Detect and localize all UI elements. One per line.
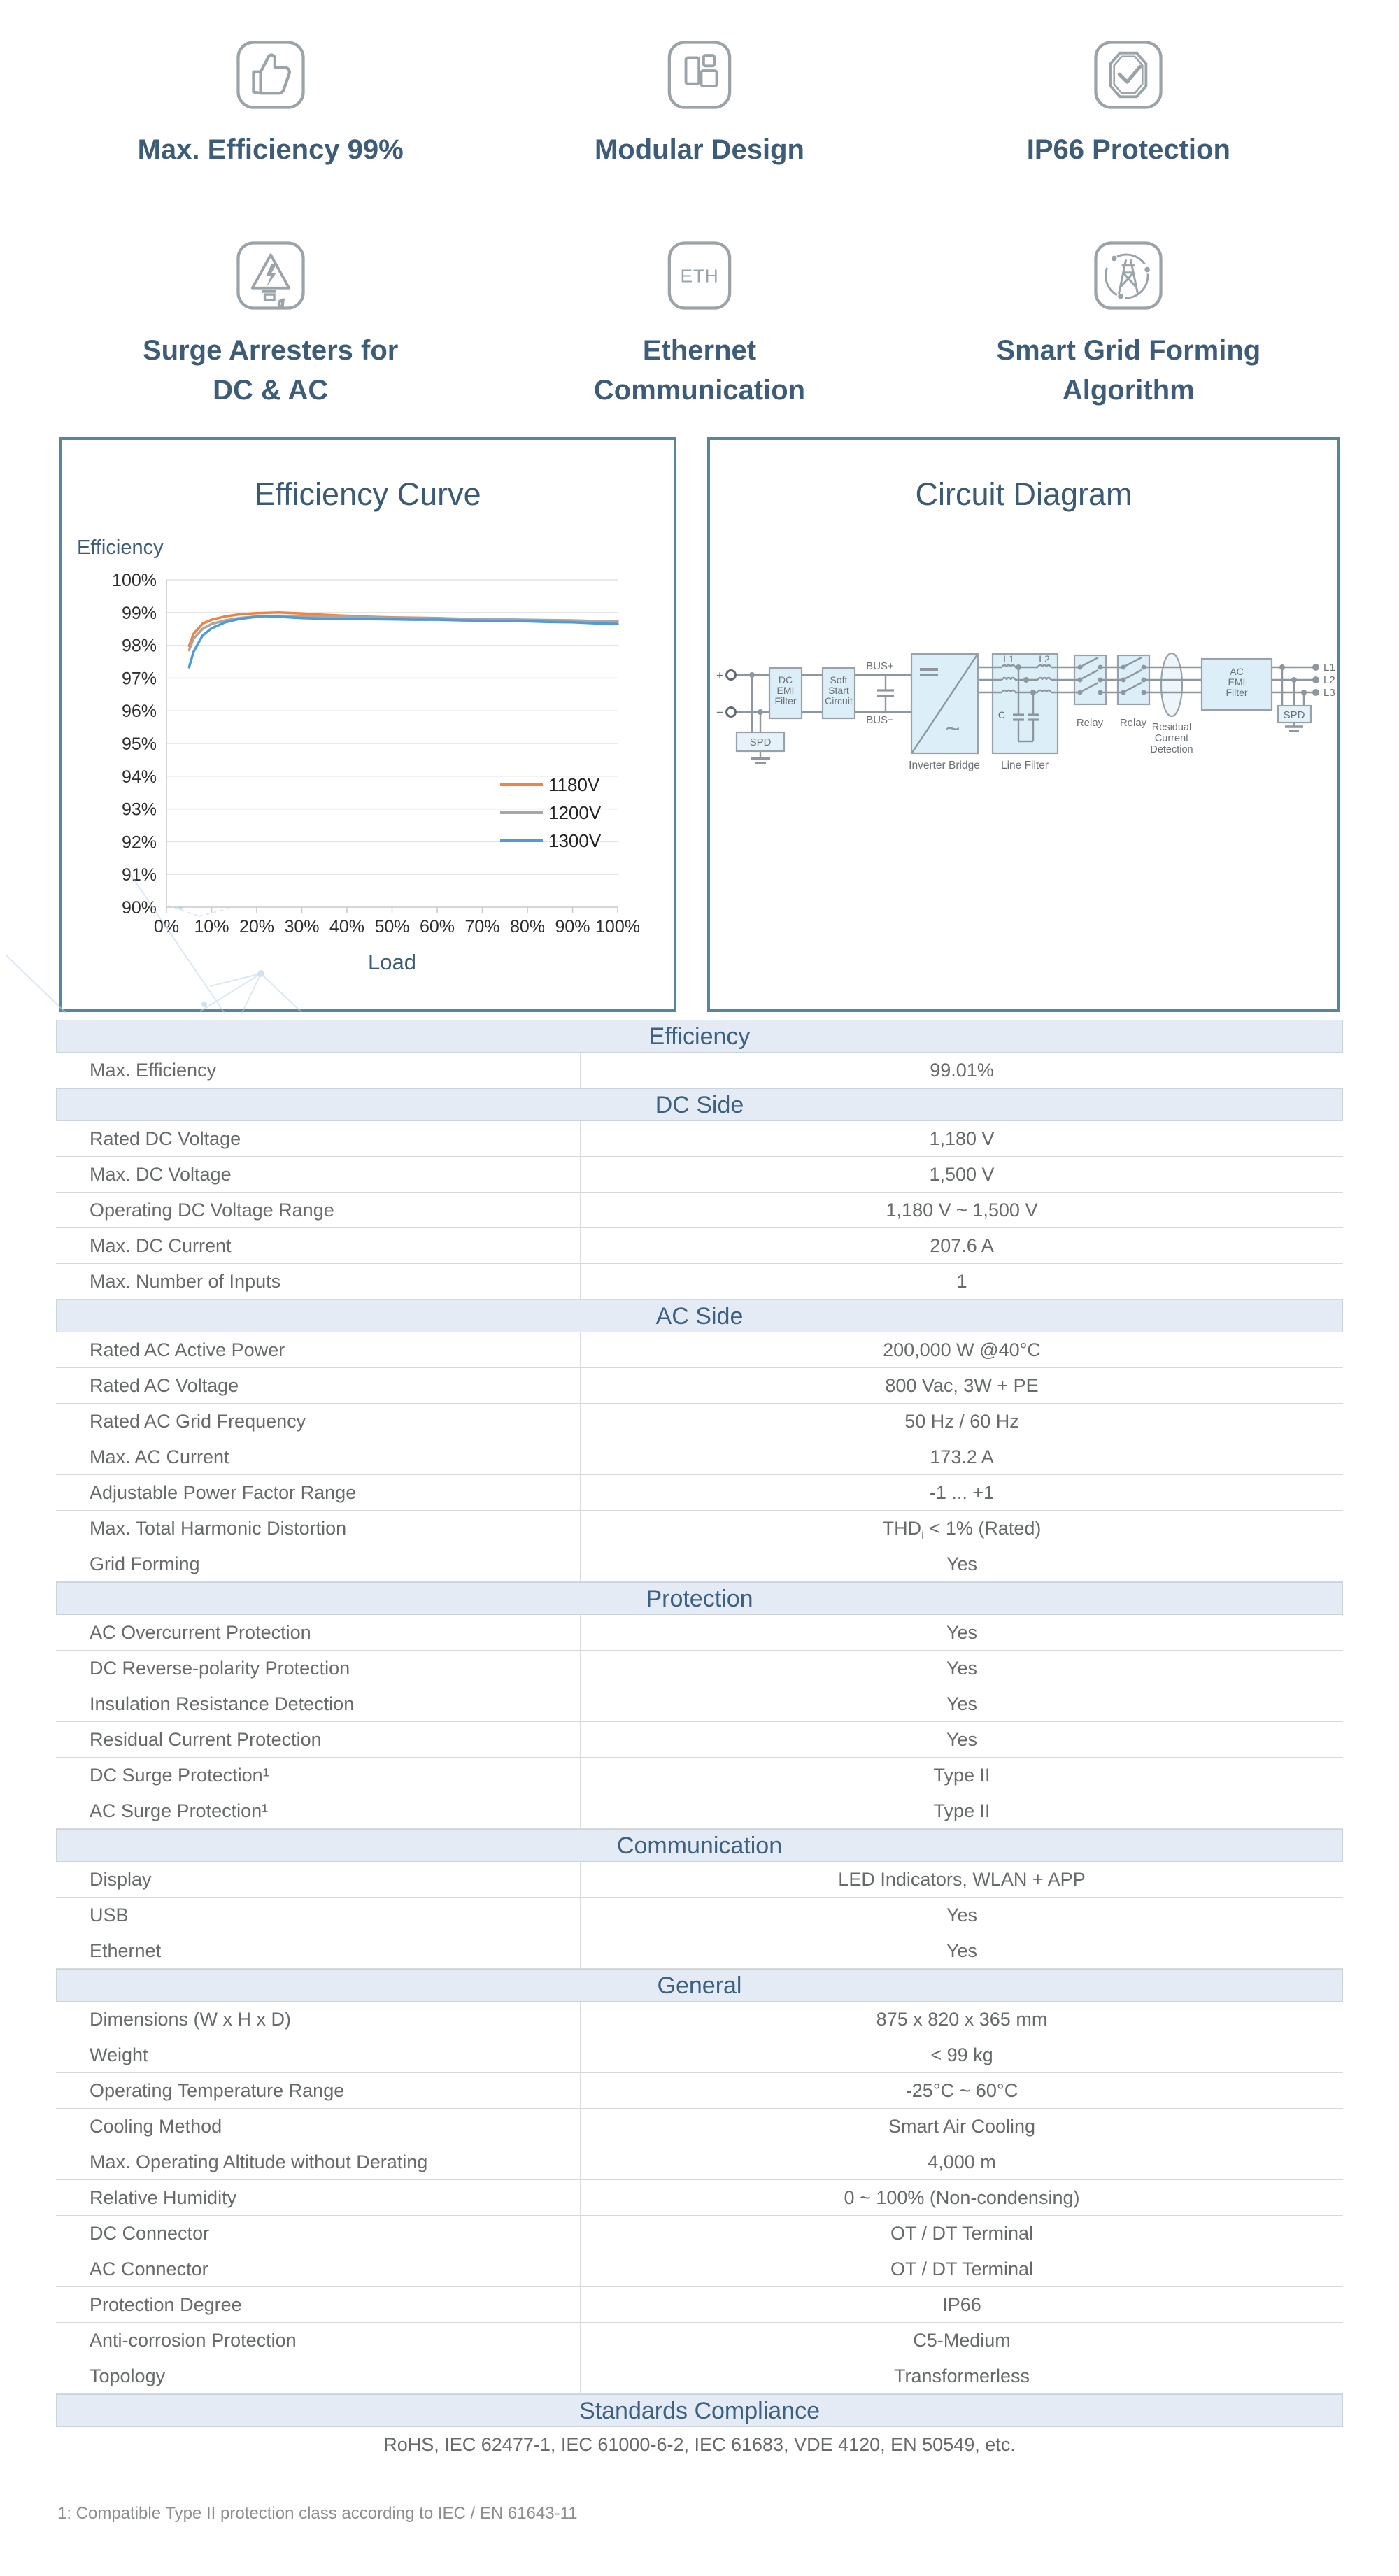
svg-text:96%: 96% — [121, 702, 157, 722]
spec-value: LED Indicators, WLAN + APP — [580, 1862, 1343, 1898]
svg-text:1200V: 1200V — [548, 802, 602, 823]
spec-label: AC Surge Protection¹ — [90, 1800, 269, 1821]
spec-label: DC Surge Protection¹ — [90, 1765, 269, 1786]
svg-text:1180V: 1180V — [548, 774, 600, 795]
spec-row-max-dc-voltage — [56, 1157, 1343, 1193]
dc-emi-label: EMI — [776, 685, 795, 696]
spec-value: 200,000 W @40°C — [580, 1332, 1343, 1368]
spec-label: Ethernet — [90, 1940, 162, 1961]
residual-current-ellipse — [1161, 653, 1182, 716]
ac-emi-label: AC — [1230, 666, 1244, 677]
svg-text:Load: Load — [368, 950, 416, 974]
spec-label: Max. Operating Altitude without Derating — [90, 2151, 428, 2172]
spec-value: 800 Vac, 3W + PE — [580, 1368, 1343, 1404]
footnote: 1: Compatible Type II protection class according to IEC / EN 61643-11 — [57, 2504, 578, 2523]
spec-row-max-dc-current — [56, 1228, 1343, 1264]
efficiency-curve-title: Efficiency Curve — [254, 476, 481, 512]
spec-label: Max. AC Current — [90, 1446, 229, 1467]
dc-plus-terminal — [727, 671, 736, 680]
svg-text:40%: 40% — [329, 917, 365, 937]
svg-text:90%: 90% — [555, 917, 590, 937]
feature-label: Max. Efficiency 99% — [137, 134, 404, 165]
svg-text:92%: 92% — [121, 832, 157, 853]
svg-text:70%: 70% — [464, 917, 500, 937]
spec-row-dc-connector — [56, 2216, 1343, 2251]
spec-table — [56, 1020, 1343, 2463]
ac-emi-label: EMI — [1228, 676, 1246, 688]
feature-label: Modular Design — [594, 134, 804, 165]
spec-label: Insulation Resistance Detection — [90, 1693, 355, 1714]
spec-row-max-total-harmonic-distortion — [56, 1511, 1343, 1546]
svg-text:0%: 0% — [153, 917, 180, 937]
rcd-label: Detection — [1150, 744, 1193, 755]
table-section-efficiency: Efficiency — [56, 1020, 1343, 1053]
spec-label: Display — [90, 1869, 152, 1890]
circuit-diagram-title: Circuit Diagram — [915, 476, 1132, 512]
dc-minus-terminal — [727, 708, 736, 717]
spec-row-full — [56, 2427, 1343, 2463]
soft-start-label: Soft — [830, 674, 848, 685]
spec-row-insulation-resistance-detection — [56, 1686, 1343, 1722]
svg-text:80%: 80% — [509, 917, 546, 937]
spec-row-dimensions-w-x-h-x-d — [56, 2002, 1343, 2037]
spec-label: Max. Efficiency — [90, 1060, 217, 1081]
spec-value: $THD_i < 1\%$ (Rated) — [580, 1511, 1343, 1546]
spec-value: Yes — [580, 1686, 1343, 1722]
out-l2-label: L2 — [1323, 674, 1335, 686]
svg-text:60%: 60% — [419, 917, 455, 937]
svg-text:97%: 97% — [121, 669, 157, 689]
spec-row-protection-degree — [56, 2287, 1343, 2323]
spec-row-rated-ac-grid-frequency — [56, 1404, 1343, 1439]
spec-row-max-efficiency — [56, 1053, 1343, 1088]
spec-row-max-number-of-inputs — [56, 1264, 1343, 1300]
spec-label: Rated AC Active Power — [90, 1339, 285, 1360]
spec-value: 1,180 V — [580, 1121, 1343, 1157]
surge-arrester-icon — [232, 237, 309, 314]
svg-text:Efficiency: Efficiency — [77, 536, 164, 559]
spec-value: 173.2 A — [580, 1439, 1343, 1475]
l1-inductor-label: L1 — [1003, 653, 1014, 664]
line-filter-box — [993, 654, 1058, 753]
spec-label: Max. DC Current — [90, 1235, 232, 1256]
feature-modular-design — [485, 36, 914, 170]
feature-smart-grid-forming-algorithm — [914, 237, 1343, 411]
table-section-general: General — [56, 1969, 1343, 2002]
spec-value: -1 ... +1 — [580, 1475, 1343, 1511]
spec-label: DC Connector — [90, 2223, 210, 2244]
svg-text:10%: 10% — [194, 917, 229, 937]
soft-start-label: Start — [828, 685, 849, 696]
spd-left-label: SPD — [749, 736, 772, 748]
feature-ethernet-communication — [485, 237, 914, 411]
line-filter-label: Line Filter — [1000, 760, 1049, 771]
ip66-shield-icon — [1090, 36, 1167, 113]
circuit-diagram-panel — [707, 437, 1340, 1012]
spec-label: Adjustable Power Factor Range — [90, 1482, 357, 1503]
bus-minus-label: BUS− — [866, 714, 894, 726]
spec-label: Rated AC Grid Frequency — [90, 1411, 306, 1432]
efficiency-curve-chart — [62, 440, 674, 1009]
svg-text:50%: 50% — [374, 917, 410, 937]
svg-text:91%: 91% — [121, 865, 157, 885]
spec-value: -25°C ~ 60°C — [580, 2073, 1343, 2109]
spec-row-usb — [56, 1898, 1343, 1933]
out-l3-label: L3 — [1323, 687, 1335, 699]
bus-plus-label: BUS+ — [866, 660, 894, 672]
spec-value: OT / DT Terminal — [580, 2216, 1343, 2251]
ac-wave-symbol: ~ — [945, 714, 960, 743]
spec-row-grid-forming — [56, 1546, 1343, 1582]
svg-text:20%: 20% — [239, 917, 275, 937]
spec-value: 50 Hz / 60 Hz — [580, 1404, 1343, 1439]
feature-label: Smart Grid Forming Algorithm — [996, 334, 1261, 406]
feature-max-efficiency-99 — [56, 36, 485, 170]
svg-text:98%: 98% — [121, 636, 157, 656]
table-section-ac-side: AC Side — [56, 1300, 1343, 1332]
feature-label: IP66 Protection — [1026, 134, 1230, 165]
spec-label: Weight — [90, 2044, 148, 2065]
spec-row-max-ac-current — [56, 1439, 1343, 1475]
spec-value: 1,500 V — [580, 1157, 1343, 1193]
spec-label: Grid Forming — [90, 1553, 200, 1574]
spec-row-rated-ac-active-power — [56, 1332, 1343, 1368]
spec-row-ac-connector — [56, 2251, 1343, 2287]
ethernet-icon — [661, 237, 738, 314]
spec-label: USB — [90, 1905, 129, 1926]
spec-label: Rated DC Voltage — [90, 1128, 241, 1149]
svg-text:100%: 100% — [595, 917, 640, 937]
dc-emi-label: DC — [778, 674, 793, 685]
spec-label: AC Overcurrent Protection — [90, 1622, 311, 1643]
spec-row-relative-humidity — [56, 2180, 1343, 2216]
feature-label: Ethernet Communication — [593, 334, 806, 406]
spec-row-rated-ac-voltage — [56, 1368, 1343, 1404]
spec-label: Cooling Method — [90, 2116, 222, 2137]
svg-text:93%: 93% — [121, 799, 157, 820]
spec-value: 99.01% — [580, 1053, 1343, 1088]
spec-value: 1 — [580, 1264, 1343, 1300]
spec-row-ac-overcurrent-protection — [56, 1615, 1343, 1651]
spec-label: Max. Total Harmonic Distortion — [90, 1518, 347, 1539]
spec-value: Transformerless — [580, 2358, 1343, 2394]
spec-value: RoHS, IEC 62477-1, IEC 61000-6-2, IEC 61683, VDE 4120, EN 50549, etc. — [383, 2434, 1016, 2455]
spec-label: Relative Humidity — [90, 2187, 237, 2208]
relay1-label: Relay — [1076, 717, 1104, 729]
inverter-bridge-label: Inverter Bridge — [909, 760, 980, 771]
dc-emi-label: Filter — [774, 695, 797, 706]
spec-row-operating-temperature-range — [56, 2073, 1343, 2109]
efficiency-curve-panel — [59, 437, 676, 1012]
feature-row-1 — [56, 36, 1343, 170]
spec-row-anti-corrosion-protection — [56, 2323, 1343, 2358]
spec-row-operating-dc-voltage-range — [56, 1193, 1343, 1228]
spec-row-max-operating-altitude-without-derating — [56, 2144, 1343, 2180]
svg-text:99%: 99% — [121, 603, 157, 623]
spec-label: Anti-corrosion Protection — [90, 2330, 297, 2351]
table-section-communication: Communication — [56, 1829, 1343, 1862]
out-l1-label: L1 — [1323, 662, 1335, 674]
table-section-protection: Protection — [56, 1582, 1343, 1615]
circuit-minus-label: − — [716, 706, 723, 719]
spec-label: AC Connector — [90, 2258, 208, 2279]
thumbs-up-icon — [232, 36, 309, 113]
spec-row-display — [56, 1862, 1343, 1898]
spec-value: Yes — [580, 1651, 1343, 1686]
svg-text:30%: 30% — [284, 917, 320, 937]
spec-value: Type II — [580, 1793, 1343, 1829]
spec-label: Protection Degree — [90, 2294, 242, 2315]
spec-value: 875 x 820 x 365 mm — [580, 2002, 1343, 2037]
spec-row-adjustable-power-factor-range — [56, 1475, 1343, 1511]
spec-label: Residual Current Protection — [90, 1729, 322, 1750]
feature-row-2 — [56, 237, 1343, 411]
svg-text:ETH: ETH — [680, 265, 719, 287]
spec-value: C5-Medium — [580, 2323, 1343, 2358]
modular-design-icon — [661, 36, 738, 113]
spec-row-ethernet — [56, 1933, 1343, 1969]
spec-row-cooling-method — [56, 2109, 1343, 2144]
grid-forming-icon — [1090, 237, 1167, 314]
spec-value: Yes — [580, 1722, 1343, 1758]
soft-start-label: Circuit — [825, 695, 853, 706]
spec-value: IP66 — [580, 2287, 1343, 2323]
spec-value: OT / DT Terminal — [580, 2251, 1343, 2287]
rcd-label: Residual — [1151, 722, 1192, 733]
spec-label: Topology — [90, 2365, 166, 2386]
spec-label: DC Reverse-polarity Protection — [90, 1658, 350, 1679]
feature-surge-arresters-for-dc-ac — [56, 237, 485, 411]
spec-label: Operating Temperature Range — [90, 2080, 345, 2101]
spec-value: < 99 kg — [580, 2037, 1343, 2073]
spec-value: 1,180 V ~ 1,500 V — [580, 1193, 1343, 1228]
spec-row-dc-reverse-polarity-protection — [56, 1651, 1343, 1686]
svg-text:90%: 90% — [121, 898, 157, 918]
spec-value: Smart Air Cooling — [580, 2109, 1343, 2144]
table-section-dc-side: DC Side — [56, 1088, 1343, 1121]
spec-row-ac-surge-protection — [56, 1793, 1343, 1829]
rcd-label: Current — [1154, 733, 1189, 744]
ac-emi-label: Filter — [1226, 687, 1248, 698]
spd-right-label: SPD — [1283, 709, 1305, 721]
circuit-diagram — [710, 648, 1337, 830]
spec-value: Yes — [580, 1933, 1343, 1969]
spec-row-weight — [56, 2037, 1343, 2073]
svg-text:94%: 94% — [121, 767, 157, 787]
spec-value: Type II — [580, 1758, 1343, 1793]
spec-label: Max. DC Voltage — [90, 1164, 232, 1185]
spec-value: Yes — [580, 1546, 1343, 1582]
spec-value: 4,000 m — [580, 2144, 1343, 2180]
spec-label: Rated AC Voltage — [90, 1375, 239, 1396]
svg-text:1300V: 1300V — [548, 830, 602, 851]
circuit-plus-label: + — [716, 669, 723, 682]
spec-row-rated-dc-voltage — [56, 1121, 1343, 1157]
spec-row-topology — [56, 2358, 1343, 2394]
svg-text:95%: 95% — [121, 734, 157, 754]
spec-label: Operating DC Voltage Range — [90, 1200, 334, 1221]
feature-label: Surge Arresters for DC & AC — [143, 334, 399, 406]
spec-label: Max. Number of Inputs — [90, 1271, 281, 1292]
l2-inductor-label: L2 — [1039, 653, 1050, 664]
table-section-standards-compliance: Standards Compliance — [56, 2394, 1343, 2427]
spec-value: 207.6 A — [580, 1228, 1343, 1264]
svg-text:100%: 100% — [112, 571, 157, 590]
relay2-label: Relay — [1119, 717, 1147, 729]
spec-value: Yes — [580, 1615, 1343, 1651]
feature-grid — [56, 0, 1343, 410]
feature-ip66-protection — [914, 36, 1343, 170]
capacitor-label: C — [997, 709, 1005, 720]
spec-value: 0 ~ 100% (Non-condensing) — [580, 2180, 1343, 2216]
spec-row-residual-current-protection — [56, 1722, 1343, 1758]
spec-row-dc-surge-protection — [56, 1758, 1343, 1793]
spec-label: Dimensions (W x H x D) — [90, 2009, 292, 2030]
spec-value: Yes — [580, 1898, 1343, 1933]
